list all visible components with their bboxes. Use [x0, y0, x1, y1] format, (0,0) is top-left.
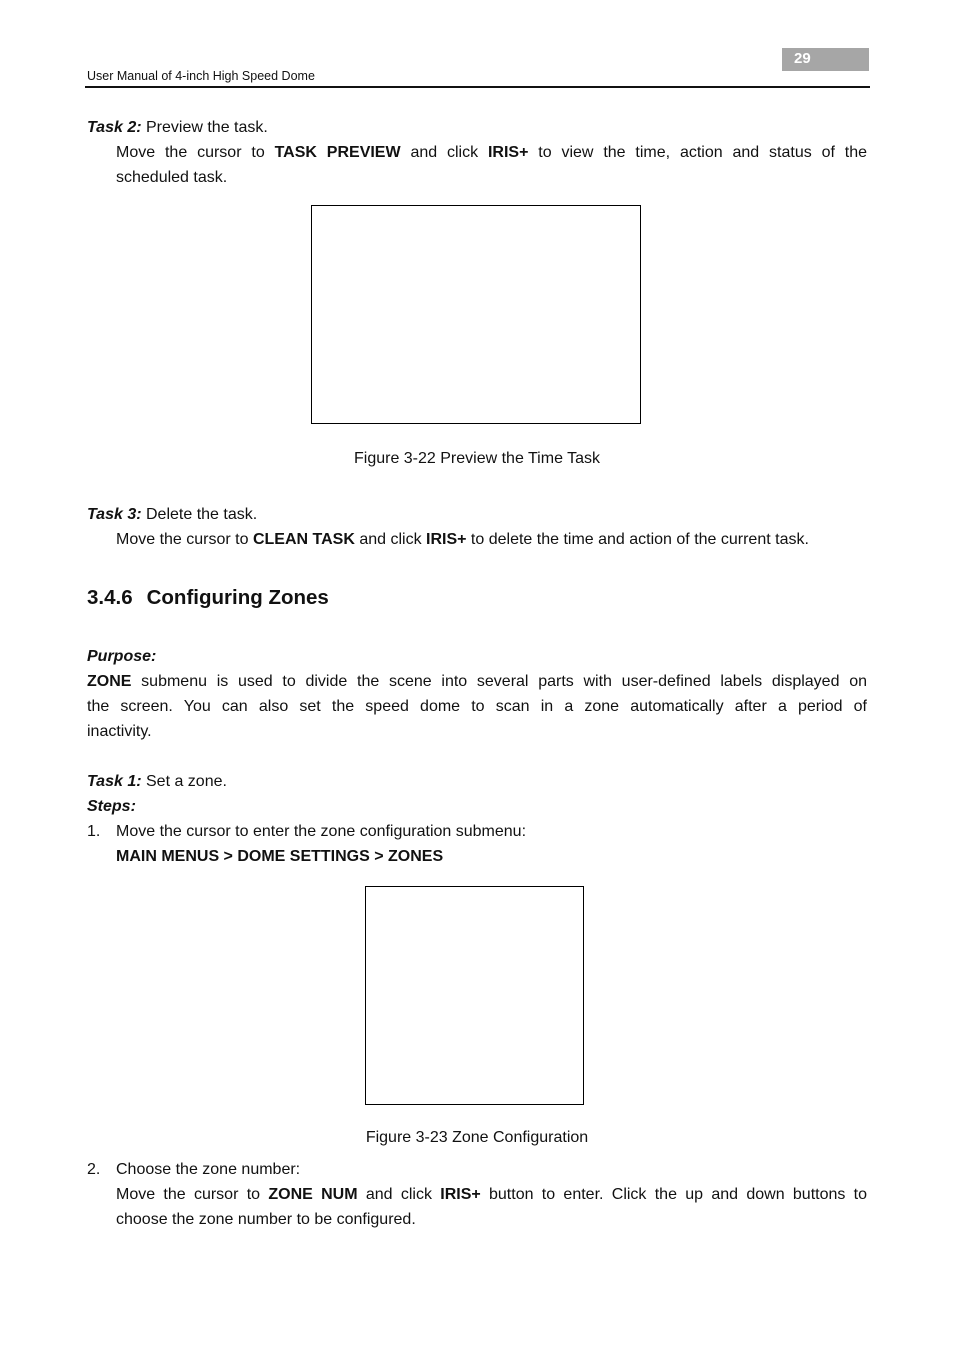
figure-3-23-image — [365, 886, 584, 1105]
steps-label — [87, 797, 136, 817]
section-number: 3.4.6 — [87, 586, 133, 609]
task1-heading — [87, 772, 227, 792]
task2-body-line2: scheduled task. — [116, 169, 228, 186]
purpose-line3: inactivity. — [87, 723, 152, 740]
purpose-label — [87, 647, 156, 667]
text-run: Move the cursor to — [116, 144, 275, 161]
task3-label: Task 3: — [87, 506, 142, 523]
text-run: Move the cursor to — [116, 1186, 269, 1203]
menu-item-clean-task: CLEAN TASK — [252, 531, 355, 548]
section-heading — [87, 586, 329, 610]
menu-item-zone-num: ZONE NUM — [268, 1186, 358, 1203]
text-run: button to enter. Click the up and down buttons to — [480, 1186, 868, 1203]
button-name-iris: IRIS+ — [426, 531, 467, 548]
text-run: and click — [354, 531, 427, 548]
step1-text: Move the cursor to enter the zone configuration submenu: — [116, 823, 527, 840]
purpose-line2: the screen. You can also set the speed dome to scan in a zone automatically after a period of — [87, 698, 867, 715]
purpose-label-text: Purpose: — [87, 648, 157, 665]
step1-number: 1. — [87, 823, 101, 840]
task3-title: Delete the task. — [141, 506, 258, 523]
text-run: and click — [400, 144, 488, 161]
step2-body-line2: choose the zone number to be configured. — [116, 1211, 416, 1228]
text-run: to view the time, action and status of the — [528, 144, 868, 161]
header-rule — [85, 86, 870, 88]
task2-heading — [87, 118, 268, 138]
step2-text: Choose the zone number: — [116, 1161, 301, 1178]
task1-label: Task 1: — [87, 773, 142, 790]
task2-body-line1 — [116, 140, 867, 165]
task2-label: Task 2: — [87, 119, 142, 136]
task3-body — [116, 530, 809, 550]
task3-heading — [87, 505, 257, 525]
text-run: to delete the time and action of the current task. — [466, 531, 809, 548]
task1-title: Set a zone. — [141, 773, 227, 790]
steps-label-text: Steps: — [87, 798, 136, 815]
text-run: and click — [357, 1186, 441, 1203]
menu-item-task-preview: TASK PREVIEW — [274, 144, 401, 161]
task2-title: Preview the task. — [141, 119, 268, 136]
running-header: User Manual of 4-inch High Speed Dome — [87, 69, 315, 83]
text-run: submenu is used to divide the scene into several parts with user-defined labels displayed on — [131, 673, 867, 690]
figure-3-22-caption: Figure 3-22 Preview the Time Task — [353, 450, 601, 467]
step2-body-line1 — [116, 1182, 867, 1207]
figure-3-22-image — [311, 205, 641, 424]
button-name-iris: IRIS+ — [440, 1186, 481, 1203]
step2-number: 2. — [87, 1161, 101, 1178]
menu-item-zone: ZONE — [87, 673, 132, 690]
page-number: 29 — [794, 50, 811, 67]
purpose-line1 — [87, 669, 867, 694]
step1-menu-path: MAIN MENUS > DOME SETTINGS > ZONES — [116, 848, 444, 865]
button-name-iris: IRIS+ — [487, 144, 529, 161]
page-number-badge — [782, 48, 869, 71]
figure-3-23-caption: Figure 3-23 Zone Configuration — [365, 1129, 589, 1146]
text-run: Move the cursor to — [116, 531, 253, 548]
section-title: Configuring Zones — [146, 586, 329, 609]
